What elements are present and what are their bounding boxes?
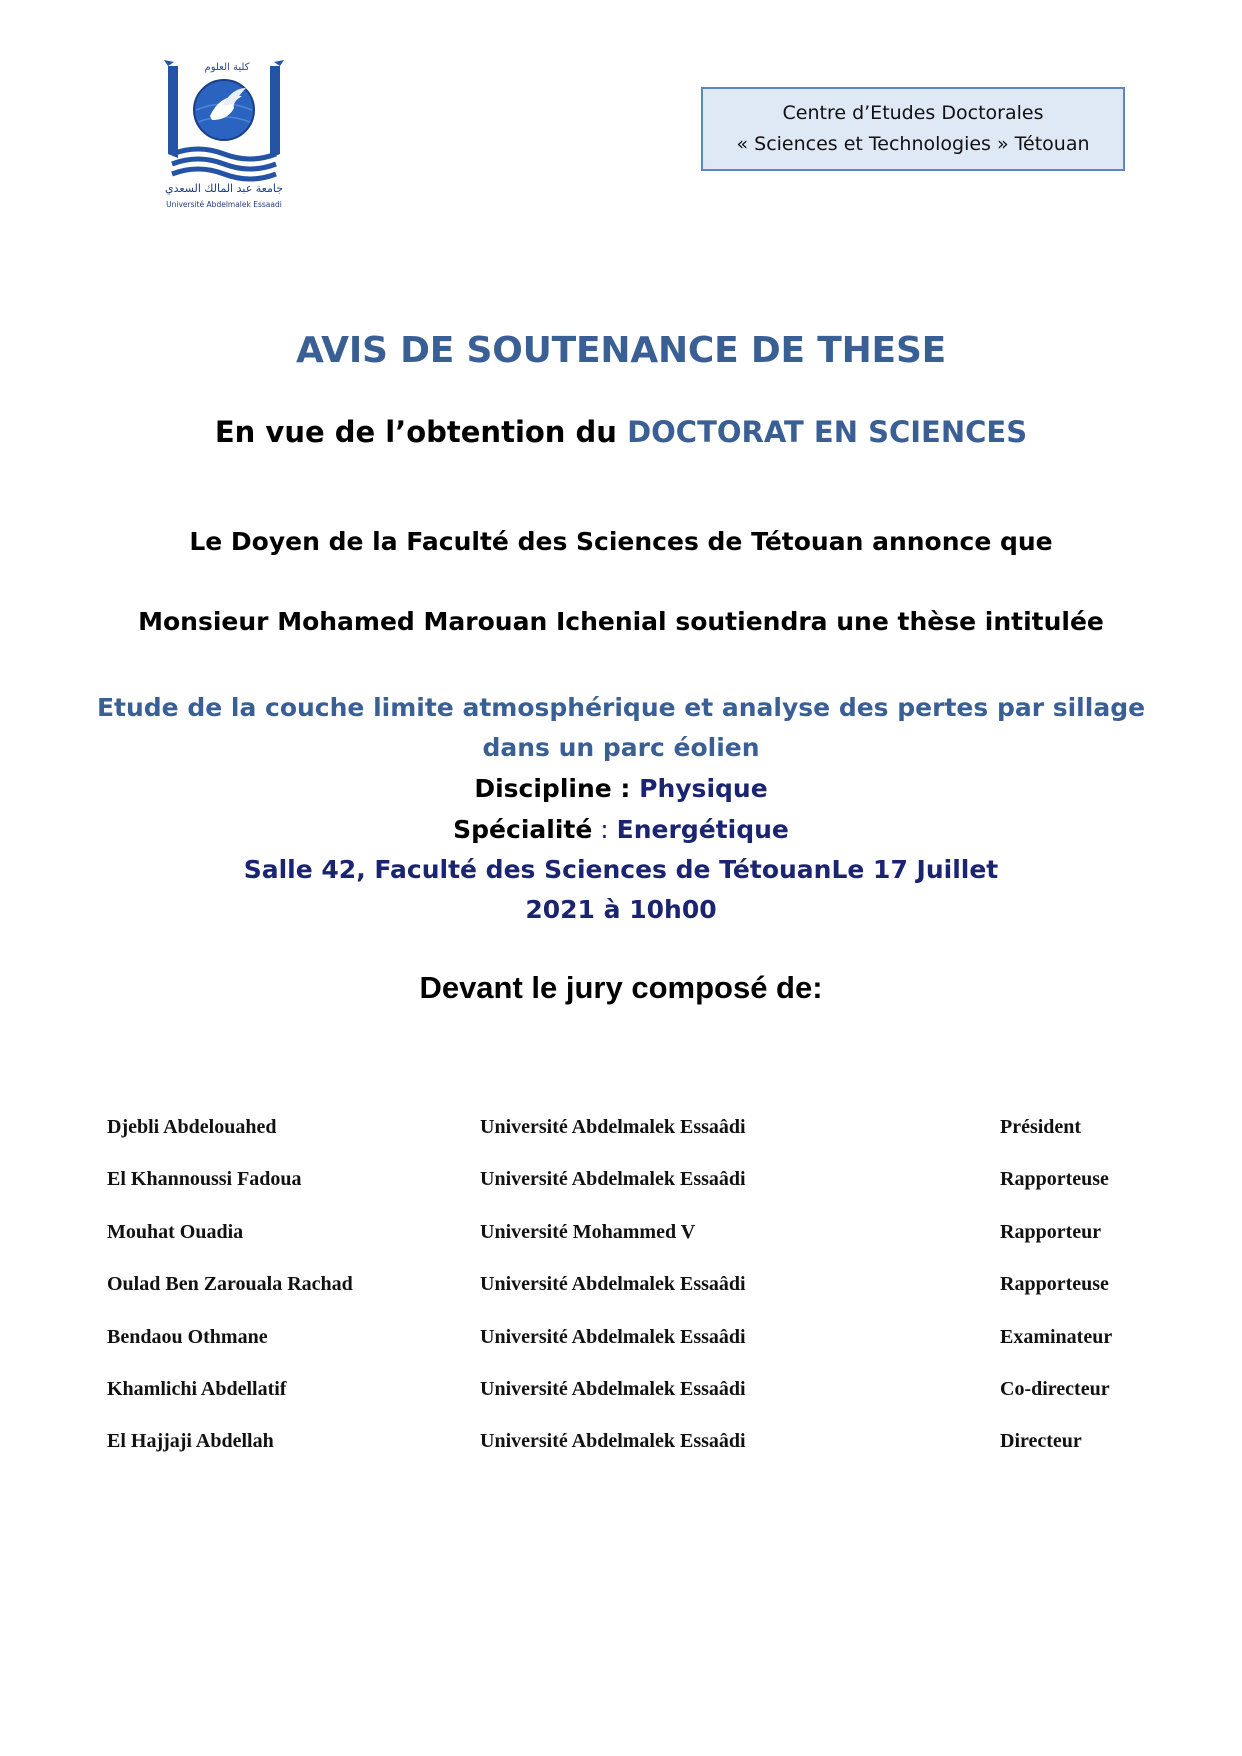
degree-name: DOCTORAT EN SCIENCES (627, 415, 1028, 449)
thesis-title-line2: dans un parc éolien (482, 733, 760, 762)
doctoral-center-box (701, 87, 1125, 171)
jury-row (0, 1116, 1242, 1146)
degree-subtitle (0, 415, 1242, 449)
logo-latin-text: Université Abdelmalek Essaadi (166, 200, 282, 209)
jury-row (0, 1430, 1242, 1460)
jury-name: Oulad Ben Zarouala Rachad (107, 1273, 353, 1295)
jury-university: Université Abdelmalek Essaâdi (480, 1168, 746, 1190)
discipline-value: Physique (639, 774, 768, 803)
venue-date (0, 850, 1242, 930)
specialite-value: Energétique (616, 815, 789, 844)
jury-university: Université Mohammed V (480, 1221, 696, 1243)
jury-role: Président (1000, 1116, 1082, 1138)
jury-role: Co-directeur (1000, 1378, 1110, 1400)
jury-university: Université Abdelmalek Essaâdi (480, 1273, 746, 1295)
university-logo (162, 58, 286, 216)
doctoral-center-line1: Centre d’Etudes Doctorales (782, 102, 1044, 124)
jury-name: Mouhat Ouadia (107, 1221, 244, 1243)
jury-row (0, 1168, 1242, 1198)
discipline-label: Discipline : (474, 774, 640, 803)
specialite-label: Spécialité (453, 815, 593, 844)
jury-role: Directeur (1000, 1430, 1082, 1452)
page-title: AVIS DE SOUTENANCE DE THESE (295, 330, 947, 371)
jury-role: Rapporteuse (1000, 1273, 1109, 1295)
subtitle-prefix: En vue de l’obtention du (214, 415, 628, 449)
jury-row (0, 1273, 1242, 1303)
thesis-title-line1: Etude de la couche limite atmosphérique et analyse des pertes par sillage (96, 693, 1146, 722)
jury-role: Rapporteur (1000, 1221, 1102, 1243)
jury-heading: Devant le jury composé de: (419, 970, 823, 1005)
jury-row (0, 1326, 1242, 1356)
jury-role: Examinateur (1000, 1326, 1113, 1348)
announcement-text: Le Doyen de la Faculté des Sciences de Tétouan annonce que (189, 527, 1053, 556)
doctoral-center-line2: « Sciences et Technologies » Tétouan (736, 133, 1090, 155)
jury-university: Université Abdelmalek Essaâdi (480, 1430, 746, 1452)
jury-name: Khamlichi Abdellatif (107, 1378, 287, 1400)
jury-row (0, 1221, 1242, 1251)
jury-name: El Hajjaji Abdellah (107, 1430, 274, 1452)
specialite-separator: : (592, 815, 617, 844)
logo-arabic-bottom-text: جامعة عبد المالك السعدي (164, 182, 284, 195)
jury-name: Djebli Abdelouahed (107, 1116, 277, 1138)
jury-name: El Khannoussi Fadoua (107, 1168, 302, 1190)
jury-university: Université Abdelmalek Essaâdi (480, 1378, 746, 1400)
jury-name: Bendaou Othmane (107, 1326, 268, 1348)
jury-university: Université Abdelmalek Essaâdi (480, 1116, 746, 1138)
jury-row (0, 1378, 1242, 1408)
logo-arabic-top-text: كلية العلوم (204, 62, 250, 73)
venue-line2: 2021 à 10h00 (525, 895, 717, 924)
venue-line1: Salle 42, Faculté des Sciences de TétouanLe 17 Juillet (243, 855, 999, 884)
university-emblem-icon (162, 58, 286, 182)
jury-role: Rapporteuse (1000, 1168, 1109, 1190)
thesis-title (0, 688, 1242, 768)
jury-university: Université Abdelmalek Essaâdi (480, 1326, 746, 1348)
specialite-line (0, 810, 1242, 850)
candidate-text: Monsieur Mohamed Marouan Ichenial soutiendra une thèse intitulée (138, 607, 1104, 636)
discipline-line (0, 769, 1242, 809)
